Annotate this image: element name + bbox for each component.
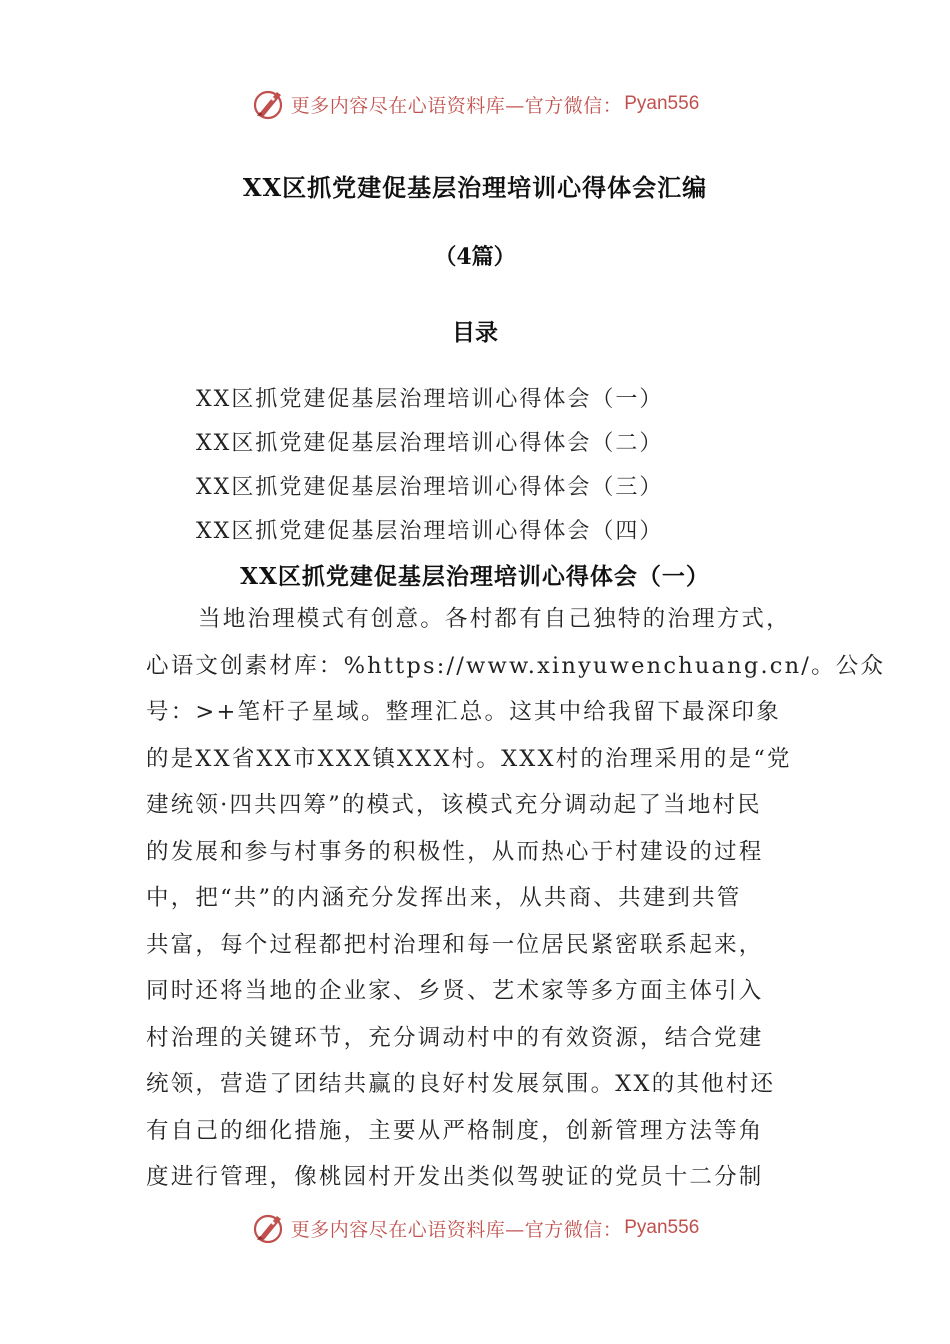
body-line: 心语文创素材库：%https://www.xinyuwenchuang.cn/。公众 bbox=[146, 652, 886, 679]
body-line: 建统领·四共四筹”的模式，该模式充分调动起了当地村民 bbox=[146, 792, 762, 818]
toc-item: XX区抓党建促基层治理培训心得体会（二） bbox=[196, 431, 664, 456]
body-line: 的发展和参与村事务的积极性，从而热心于村建设的过程 bbox=[146, 838, 764, 865]
body-line: 当地治理模式有创意。各村都有自己独特的治理方式， bbox=[198, 606, 791, 632]
table-of-contents bbox=[196, 378, 663, 554]
banner-text: 更多内容尽在心语资料库—官方微信： bbox=[290, 94, 623, 117]
body-line: 有自己的细化措施，主要从严格制度，创新管理方法等角 bbox=[146, 1117, 764, 1144]
body-line: 村治理的关键环节，充分调动村中的有效资源，结合党建 bbox=[146, 1024, 764, 1051]
pen-nib-logo-icon bbox=[251, 86, 287, 122]
body-line: 号：>+笔杆子星域。整理汇总。这其中给我留下最深印象 bbox=[146, 699, 781, 725]
toc-item: XX区抓党建促基层治理培训心得体会（一） bbox=[196, 387, 664, 412]
body-line: 统领，营造了团结共赢的良好村发展氛围。XX的其他村还 bbox=[146, 1071, 776, 1097]
section-title: XX区抓党建促基层治理培训心得体会（一） bbox=[240, 563, 710, 590]
document-title: XX区抓党建促基层治理培训心得体会汇编 bbox=[242, 173, 708, 202]
body-line: 共富，每个过程都把村治理和每一位居民紧密联系起来， bbox=[146, 931, 764, 958]
toc-heading: 目录 bbox=[452, 319, 498, 346]
footer-banner bbox=[0, 1208, 950, 1248]
body-paragraph bbox=[146, 596, 886, 1201]
toc-item: XX区抓党建促基层治理培训心得体会（三） bbox=[196, 475, 664, 500]
body-line: 的是XX省XX市XXX镇XXX村。XXX村的治理采用的是“党 bbox=[146, 745, 792, 772]
body-line: 同时还将当地的企业家、乡贤、艺术家等多方面主体引入 bbox=[146, 978, 764, 1004]
header-banner bbox=[0, 84, 950, 124]
banner-wechat-id: Pyan556 bbox=[624, 93, 700, 114]
body-line: 度进行管理，像桃园村开发出类似驾驶证的党员十二分制 bbox=[146, 1164, 764, 1190]
banner-text: 更多内容尽在心语资料库—官方微信： bbox=[290, 1218, 623, 1241]
document-subtitle: （4篇） bbox=[434, 244, 516, 270]
body-line: 中，把“共”的内涵充分发挥出来，从共商、共建到共管 bbox=[146, 885, 742, 911]
pen-nib-logo-icon bbox=[251, 1210, 287, 1246]
toc-item: XX区抓党建促基层治理培训心得体会（四） bbox=[196, 519, 664, 544]
banner-wechat-id: Pyan556 bbox=[624, 1217, 700, 1238]
